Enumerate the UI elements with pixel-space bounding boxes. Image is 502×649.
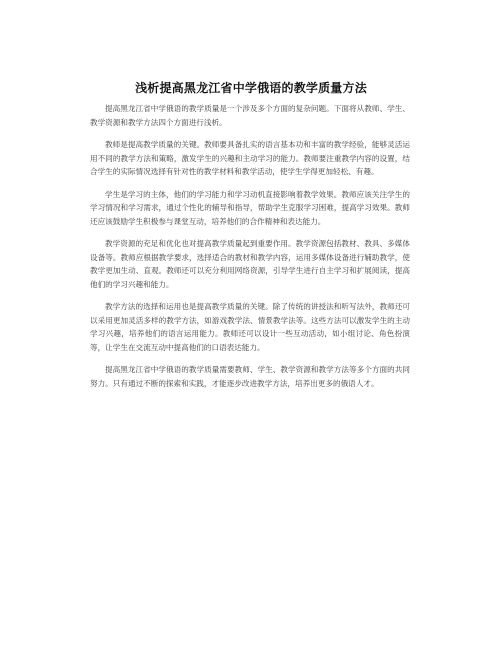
paragraph-resources: 教学资源的充足和优化也对提高教学质量起到重要作用。教学资源包括教材、教具、多媒体设备等。教师应根据教学要求，选择适合的教材和教学内容，运用多媒体设备进行辅助教学，使教学更加生动、直观。教师还可以充分利用网络资源，引导学生进行自主学习和扩展阅读，提高他们的学习兴趣和能力。 (90, 239, 410, 289)
paragraph-intro: 提高黑龙江省中学俄语的教学质量是一个涉及多个方面的复杂问题。下面将从教师、学生、教学资源和教学方法四个方面进行浅析。 (90, 104, 410, 127)
paragraph-methods: 教学方法的选择和运用也是提高教学质量的关键。除了传统的讲授法和听写法外，教师还可以采用更加灵活多样的教学方法，如游戏教学法、情景教学法等。这些方法可以激发学生的主动学习兴趣，培养他们的语言运用能力。教师还可以设计一些互动活动，如小组讨论、角色扮演等，让学生在交流互动中提高他们的口语表达能力。 (90, 302, 410, 352)
paragraph-students: 学生是学习的主体，他们的学习能力和学习动机直接影响着教学效果。教师应该关注学生的学习情况和学习需求，通过个性化的辅导和指导，帮助学生克服学习困难，提高学习效果。教师还应该鼓励学生积极参与课堂互动，培养他们的合作精神和表达能力。 (90, 189, 410, 226)
paragraph-teachers: 教师是提高教学质量的关键。教师要具备扎实的语言基本功和丰富的教学经验，能够灵活运用不同的教学方法和策略，激发学生的兴趣和主动学习的能力。教师要注重教学内容的设置，结合学生的实际情况选择有针对性的教学材料和教学活动，使学生学得更加轻松、有趣。 (90, 140, 410, 176)
paragraph-conclusion: 提高黑龙江省中学俄语的教学质量需要教师、学生、教学资源和教学方法等多个方面的共同努力。只有通过不断的探索和实践，才能逐步改进教学方法，培养出更多的俄语人才。 (90, 365, 410, 388)
document-body (90, 102, 410, 399)
document-title: 浅析提高黑龙江省中学俄语的教学质量方法 (135, 81, 367, 95)
